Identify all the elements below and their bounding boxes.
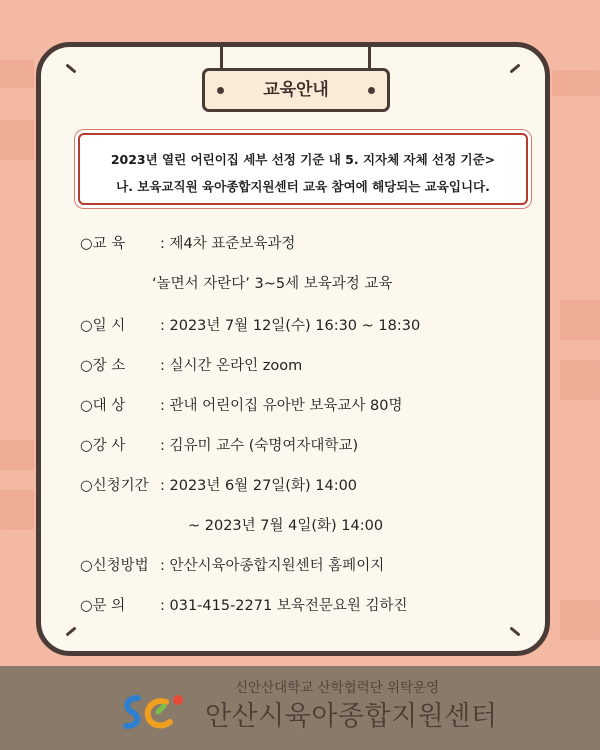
- detail-label: ○장 소: [80, 358, 126, 374]
- background-brick: [560, 600, 600, 640]
- background-brick: [552, 70, 600, 96]
- center-name: 안산시육아종합지원센터: [205, 701, 498, 732]
- detail-value: ~ 2023년 7월 4일(화) 14:00: [188, 518, 384, 534]
- detail-value: : 2023년 6월 27일(화) 14:00: [160, 478, 358, 494]
- detail-value: : 2023년 7월 12일(수) 16:30 ~ 18:30: [160, 318, 421, 334]
- detail-value: : 안산시육아종합지원센터 홈페이지: [160, 558, 385, 574]
- detail-label: ○신청기간: [80, 478, 149, 494]
- notice-line: 나. 보육교직원 육아종합지원센터 교육 참여에 해당되는 교육입니다.: [116, 179, 490, 194]
- detail-value: : 031-415-2271 보육전문요원 김하진: [160, 598, 408, 614]
- detail-label: ○대 상: [80, 398, 126, 414]
- background-brick: [0, 120, 34, 160]
- corner-mark: [65, 63, 76, 73]
- notice-line: 2023년 열린 어린이집 세부 선정 기준 내 5. 지자체 자체 선정 기준>: [110, 152, 496, 167]
- detail-label: ○교 육: [80, 236, 126, 252]
- detail-value: ‘놀면서 자란다’ 3~5세 보육과정 교육: [152, 276, 393, 292]
- detail-value: : 실시간 온라인 zoom: [160, 358, 303, 374]
- corner-mark: [509, 626, 520, 636]
- title-sign: [202, 68, 390, 112]
- footer-bar: [0, 666, 600, 750]
- sign-hanger: [220, 44, 223, 68]
- detail-row-period-cont: [188, 514, 383, 535]
- operator-text: 신안산대학교 산학협력단 위탁운영: [235, 680, 440, 696]
- sign-hanger: [368, 44, 371, 68]
- detail-label: ○일 시: [80, 318, 126, 334]
- detail-value: : 김유미 교수 (숙명여자대학교): [160, 438, 359, 454]
- background-brick: [0, 490, 34, 530]
- detail-value: : 제4차 표준보육과정: [160, 236, 296, 252]
- detail-value: : 관내 어린이집 유아반 보육교사 80명: [160, 398, 403, 414]
- detail-label: ○강 사: [80, 438, 126, 454]
- detail-row-education-cont: [152, 272, 392, 293]
- corner-mark: [509, 63, 520, 73]
- detail-label: ○신청방법: [80, 558, 149, 574]
- background-brick: [0, 440, 34, 470]
- background-brick: [560, 300, 600, 340]
- notice-box: [78, 133, 528, 205]
- background-brick: [0, 60, 34, 88]
- detail-label: ○문 의: [80, 598, 126, 614]
- page-title: 교육안내: [263, 80, 329, 100]
- center-logo-icon: [118, 690, 190, 734]
- corner-mark: [65, 626, 76, 636]
- background-brick: [560, 360, 600, 400]
